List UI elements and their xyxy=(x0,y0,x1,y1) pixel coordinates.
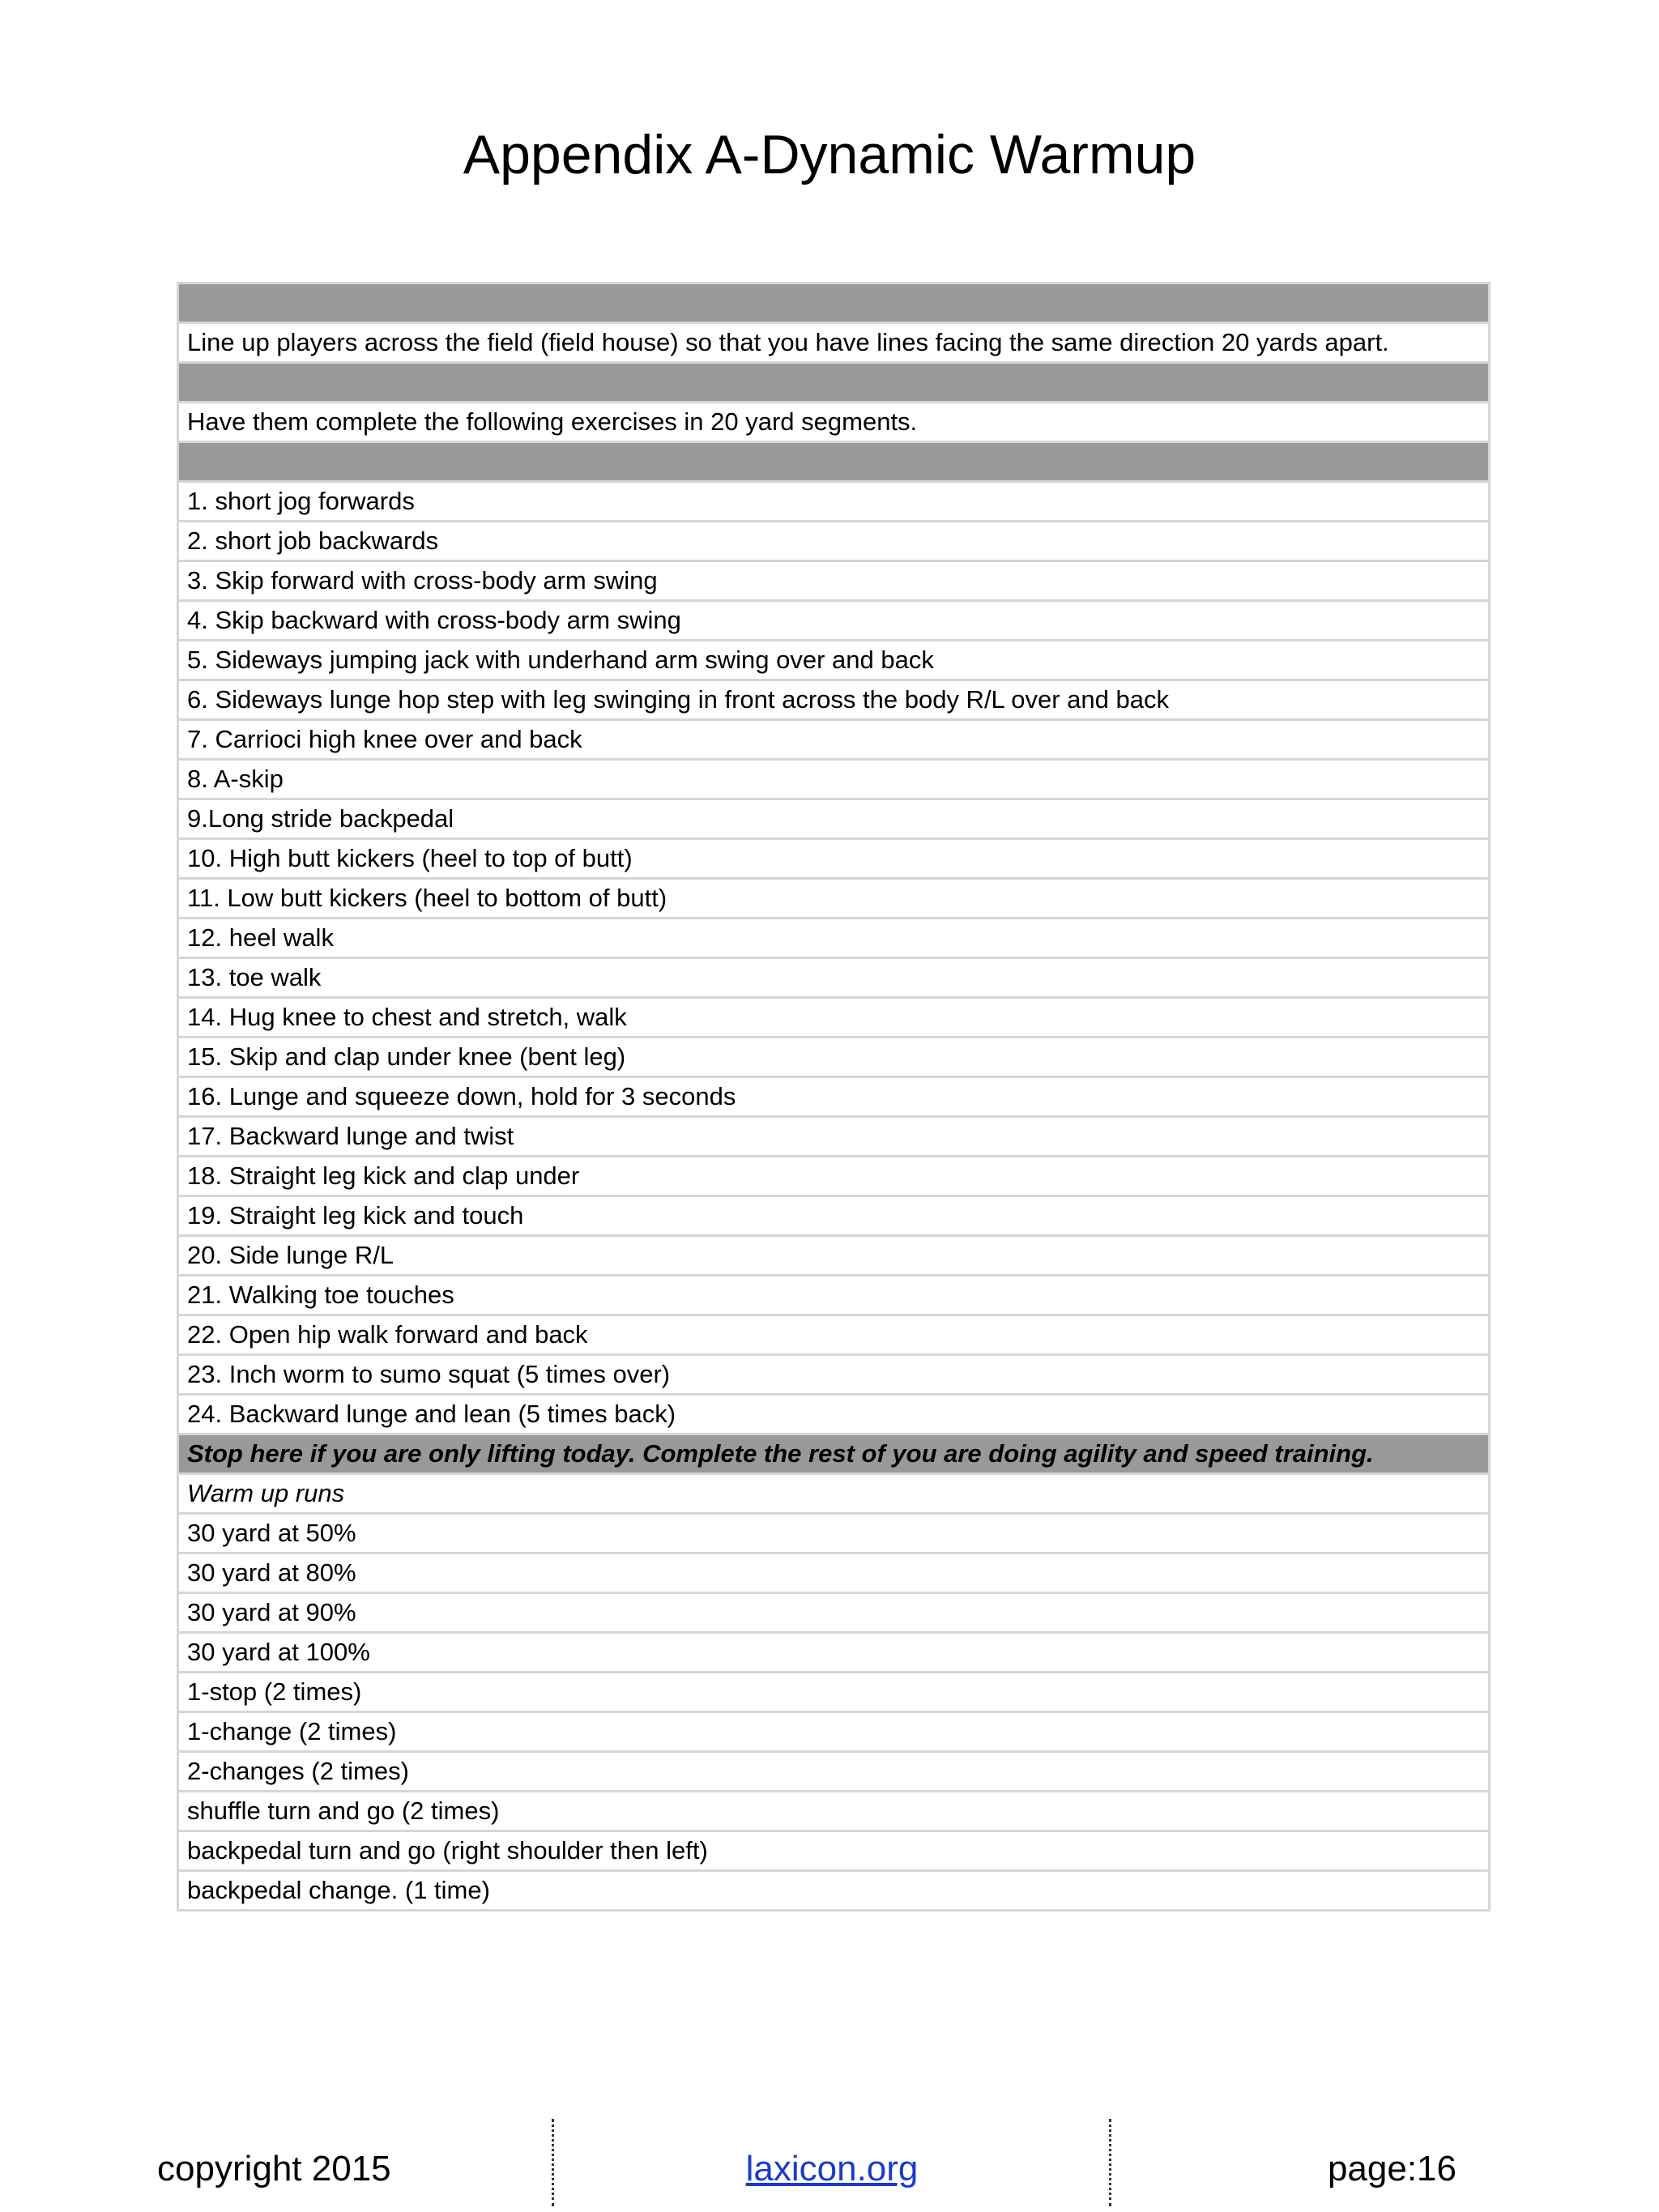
warmup-runs-heading: Warm up runs xyxy=(178,1474,1490,1514)
exercise-item: 11. Low butt kickers (heel to bottom of butt) xyxy=(178,879,1490,918)
site-link[interactable]: laxicon.org xyxy=(745,2149,919,2189)
exercise-row xyxy=(178,1038,1490,1077)
exercise-row xyxy=(178,1157,1490,1196)
page-footer xyxy=(0,2112,1659,2210)
page-number: page:16 xyxy=(1327,2149,1456,2189)
exercise-row xyxy=(178,1117,1490,1157)
exercise-item: 9.Long stride backpedal xyxy=(178,799,1490,839)
exercise-item: 1. short jog forwards xyxy=(178,482,1490,522)
exercise-row xyxy=(178,998,1490,1038)
exercise-row xyxy=(178,760,1490,799)
exercise-row xyxy=(178,1276,1490,1315)
run-row xyxy=(178,1673,1490,1712)
run-row xyxy=(178,1593,1490,1633)
run-item: 1-stop (2 times) xyxy=(178,1673,1490,1712)
stop-note-row xyxy=(178,1434,1490,1474)
exercise-row xyxy=(178,1236,1490,1276)
intro-text-2: Have them complete the following exercises in 20 yard segments. xyxy=(178,403,1490,442)
run-row xyxy=(178,1712,1490,1752)
shaded-cell xyxy=(178,283,1490,323)
warmup-table xyxy=(177,282,1491,1912)
exercise-row xyxy=(178,720,1490,760)
exercise-row xyxy=(178,839,1490,879)
exercise-item: 4. Skip backward with cross-body arm swing xyxy=(178,601,1490,641)
warmup-heading-row xyxy=(178,1474,1490,1514)
exercise-item: 2. short job backwards xyxy=(178,522,1490,561)
exercise-row xyxy=(178,1395,1490,1434)
run-item: backpedal change. (1 time) xyxy=(178,1871,1490,1911)
run-row xyxy=(178,1831,1490,1871)
run-item: 30 yard at 80% xyxy=(178,1554,1490,1593)
shaded-separator-row xyxy=(178,442,1490,482)
warmup-table-body xyxy=(178,283,1490,1911)
exercise-row xyxy=(178,522,1490,561)
exercise-item: 23. Inch worm to sumo squat (5 times over) xyxy=(178,1355,1490,1395)
run-item: 30 yard at 90% xyxy=(178,1593,1490,1633)
exercise-item: 12. heel walk xyxy=(178,918,1490,958)
exercise-item: 18. Straight leg kick and clap under xyxy=(178,1157,1490,1196)
run-row xyxy=(178,1792,1490,1831)
run-item: 1-change (2 times) xyxy=(178,1712,1490,1752)
copyright-text: copyright 2015 xyxy=(157,2149,391,2189)
exercise-item: 20. Side lunge R/L xyxy=(178,1236,1490,1276)
exercise-row xyxy=(178,641,1490,680)
shaded-cell xyxy=(178,442,1490,482)
exercise-row xyxy=(178,958,1490,998)
exercise-row xyxy=(178,482,1490,522)
run-row xyxy=(178,1752,1490,1792)
exercise-item: 21. Walking toe touches xyxy=(178,1276,1490,1315)
exercise-row xyxy=(178,799,1490,839)
footer-divider xyxy=(1109,2119,1111,2206)
exercise-item: 7. Carrioci high knee over and back xyxy=(178,720,1490,760)
exercise-item: 5. Sideways jumping jack with underhand arm swing over and back xyxy=(178,641,1490,680)
shaded-separator-row xyxy=(178,363,1490,403)
run-item: backpedal turn and go (right shoulder then left) xyxy=(178,1831,1490,1871)
exercise-item: 10. High butt kickers (heel to top of butt) xyxy=(178,839,1490,879)
run-row xyxy=(178,1514,1490,1554)
exercise-row xyxy=(178,1355,1490,1395)
run-item: shuffle turn and go (2 times) xyxy=(178,1792,1490,1831)
run-row xyxy=(178,1871,1490,1911)
run-row xyxy=(178,1633,1490,1673)
intro-text-1: Line up players across the field (field house) so that you have lines facing the same direction 20 yards apart. xyxy=(178,323,1490,363)
run-item: 2-changes (2 times) xyxy=(178,1752,1490,1792)
intro-row xyxy=(178,323,1490,363)
intro-row xyxy=(178,403,1490,442)
exercise-item: 14. Hug knee to chest and stretch, walk xyxy=(178,998,1490,1038)
run-item: 30 yard at 50% xyxy=(178,1514,1490,1554)
stop-note: Stop here if you are only lifting today. Complete the rest of you are doing agility and speed training. xyxy=(178,1434,1490,1474)
exercise-row xyxy=(178,1077,1490,1117)
shaded-cell xyxy=(178,363,1490,403)
exercise-item: 17. Backward lunge and twist xyxy=(178,1117,1490,1157)
run-item: 30 yard at 100% xyxy=(178,1633,1490,1673)
exercise-row xyxy=(178,561,1490,601)
exercise-item: 3. Skip forward with cross-body arm swing xyxy=(178,561,1490,601)
page-title: Appendix A-Dynamic Warmup xyxy=(463,124,1196,185)
exercise-row xyxy=(178,680,1490,720)
exercise-item: 15. Skip and clap under knee (bent leg) xyxy=(178,1038,1490,1077)
exercise-row xyxy=(178,601,1490,641)
exercise-item: 19. Straight leg kick and touch xyxy=(178,1196,1490,1236)
run-row xyxy=(178,1554,1490,1593)
exercise-item: 8. A-skip xyxy=(178,760,1490,799)
shaded-separator-row xyxy=(178,283,1490,323)
exercise-row xyxy=(178,879,1490,918)
exercise-item: 6. Sideways lunge hop step with leg swinging in front across the body R/L over and back xyxy=(178,680,1490,720)
exercise-row xyxy=(178,1315,1490,1355)
exercise-row xyxy=(178,918,1490,958)
exercise-item: 22. Open hip walk forward and back xyxy=(178,1315,1490,1355)
exercise-row xyxy=(178,1196,1490,1236)
exercise-item: 24. Backward lunge and lean (5 times back) xyxy=(178,1395,1490,1434)
exercise-item: 16. Lunge and squeeze down, hold for 3 seconds xyxy=(178,1077,1490,1117)
exercise-item: 13. toe walk xyxy=(178,958,1490,998)
